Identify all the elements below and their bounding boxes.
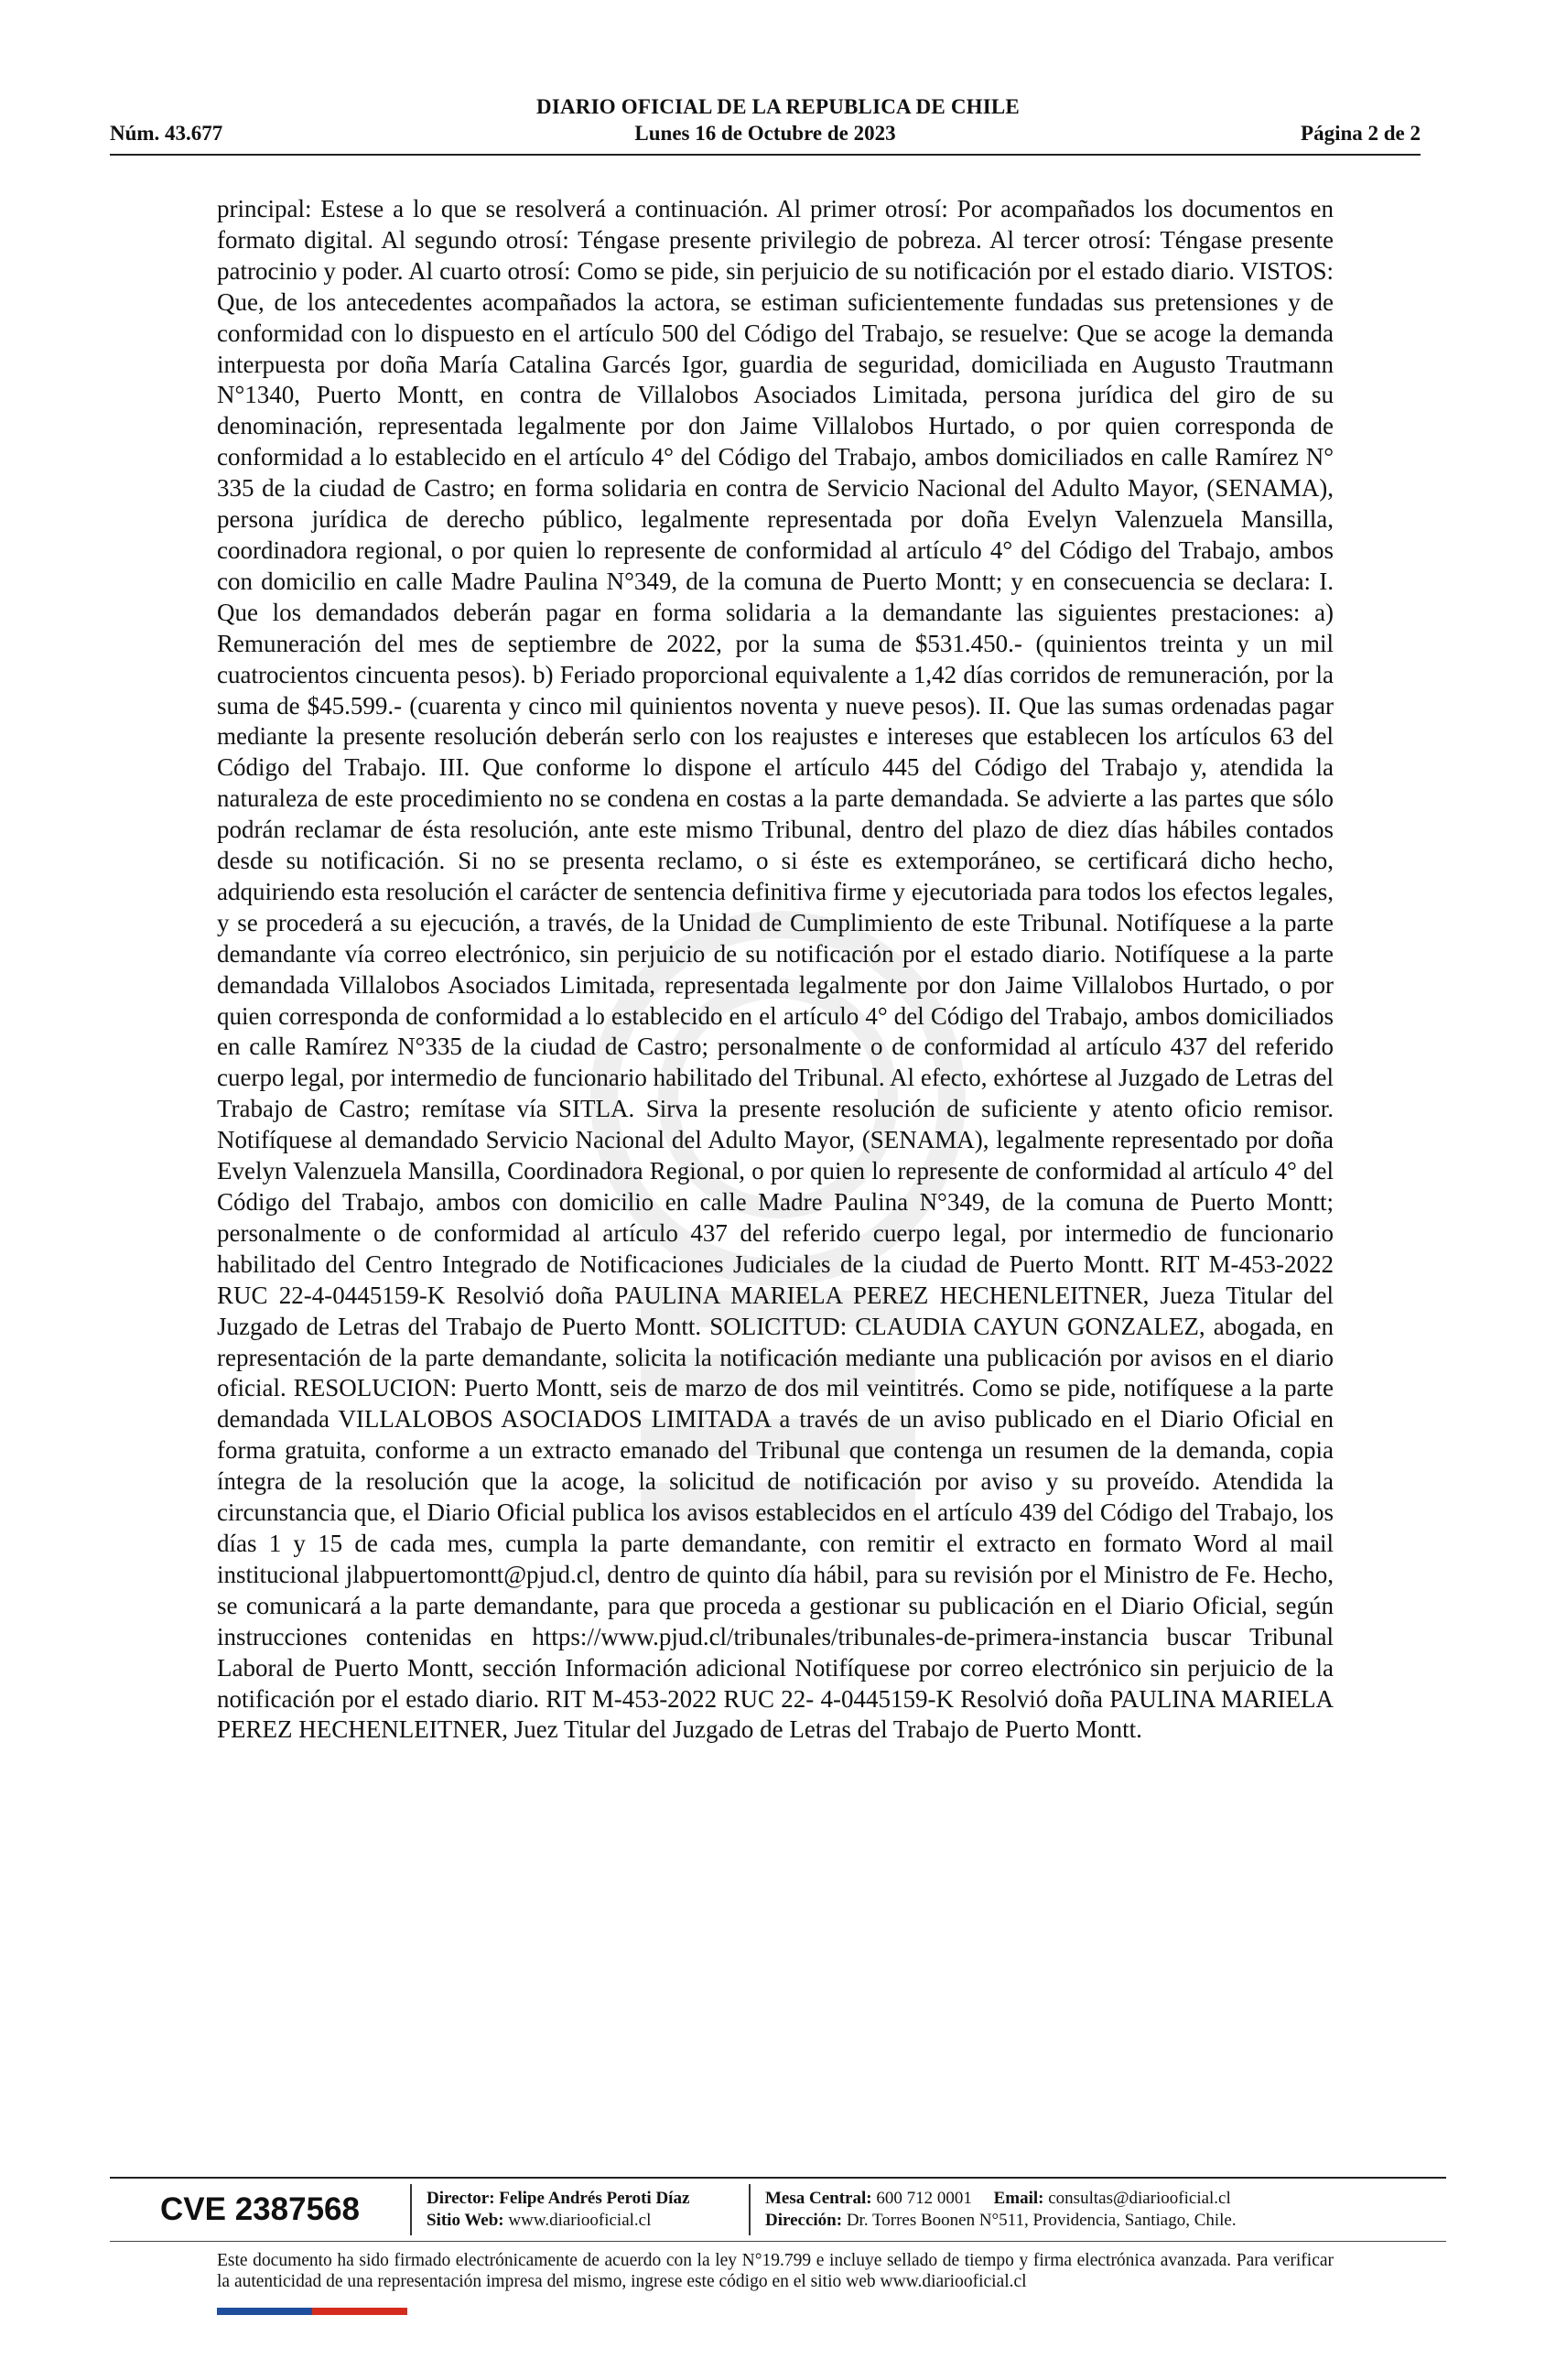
website-label: Sitio Web: [427,2211,504,2230]
flag-blue-segment [217,2308,312,2315]
page-header-row [110,122,1421,146]
footer-info [110,2184,1446,2235]
footer-contact-left [412,2184,751,2235]
page-number: Página 2 de 2 [1301,122,1421,145]
website-link[interactable]: www.diariooficial.cl [508,2211,652,2230]
body-paragraph: principal: Estese a lo que se resolverá a continuación. Al primer otrosí: Por acompañados los documentos en formato digital. Al segundo otrosí: Téngase presente privilegio de pobreza. Al tercer otrosí: Téngase presente patrocinio y poder. Al cuarto otrosí: Como se pide, sin perjuicio de su notificación por el estado diario. VISTOS: Que, de los antecedentes acompañados la actora, se estiman suficientemente fundadas sus pretensiones y de conformidad con lo dispuesto en el artículo 500 del Código del Trabajo, se resuelve: Que se acoge la demanda interpuesta por doña María Catalina Garcés Igor, guardia de seguridad, domiciliada en Augusto Trautmann N°1340, Puerto Montt, en contra de Villalobos Asociados Limitada, persona jurídica del giro de su denominación, representada legalmente por don Jaime Villalobos Hurtado, o por quien corresponda de conformidad a lo establecido en el artículo 4° del Código del Trabajo, ambos domiciliados en calle Ramírez N° 335 de la ciudad de Castro; en forma solidaria en contra de Servicio Nacional del Adulto Mayor, (SENAMA), persona jurídica de derecho público, legalmente representada por doña Evelyn Valenzuela Mansilla, coordinadora regional, o por quien lo represente de conformidad al artículo 4° del Código del Trabajo, ambos con domicilio en calle Madre Paulina N°349, de la comuna de Puerto Montt; y en consecuencia se declara: I. Que los demandados deberán pagar en forma solidaria a la demandante las siguientes prestaciones: a) Remuneración del mes de septiembre de 2022, por la suma de $531.450.- (quinientos treinta y un mil cuatrocientos cincuenta pesos). b) Feriado proporcional equivalente a 1,42 días corridos de remuneración, por la suma de $45.599.- (cuarenta y cinco mil quinientos noventa y nueve pesos). II. Que las sumas ordenadas pagar mediante la presente resolución deberán serlo con los reajustes e intereses que establecen los artículos 63 del Código del Trabajo. III. Que conforme lo dispone el artículo 445 del Código del Trabajo y, atendida la naturaleza de este procedimiento no se condena en costas a la parte demandada. Se advierte a las partes que sólo podrán reclamar de ésta resolución, ante este mismo Tribunal, dentro del plazo de diez días hábiles contados desde su notificación. Si no se presenta reclamo, o si éste es extemporáneo, se certificará dicho hecho, adquiriendo esta resolución el carácter de sentencia definitiva firme y ejecutoriada para todos los efectos legales, y se procederá a su ejecución, a través, de la Unidad de Cumplimiento de este Tribunal. Notifíquese a la parte demandante vía correo electrónico, sin perjuicio de su notificación por el estado diario. Notifíquese a la parte demandada Villalobos Asociados Limitada, representada legalmente por don Jaime Villalobos Hurtado, o por quien corresponda de conformidad a lo establecido en el artículo 4° del Código del Trabajo, ambos domiciliados en calle Ramírez N°335 de la ciudad de Castro; personalmente o de conformidad al artículo 437 del referido cuerpo legal, por intermedio de funcionario habilitado del Tribunal. Al efecto, exhórtese al Juzgado de Letras del Trabajo de Castro; remítase vía SITLA. Sirva la presente resolución de suficiente y atento oficio remisor. Notifíquese al demandado Servicio Nacional del Adulto Mayor, (SENAMA), legalmente representado por doña Evelyn Valenzuela Mansilla, Coordinadora Regional, o por quien lo represente de conformidad al artículo 4° del Código del Trabajo, ambos con domicilio en calle Madre Paulina N°349, de la comuna de Puerto Montt; personalmente o de conformidad al artículo 437 del referido cuerpo legal, por intermedio de funcionario habilitado del Centro Integrado de Notificaciones Judiciales de la ciudad de Puerto Montt. RIT M-453-2022 RUC 22-4-0445159-K Resolvió doña PAULINA MARIELA PEREZ HECHENLEITNER, Jueza Titular del Juzgado de Letras del Trabajo de Puerto Montt. SOLICITUD: CLAUDIA CAYUN GONZALEZ, abogada, en representación de la parte demandante, solicita la notificación mediante una publicación por avisos en el diario oficial. RESOLUCION: Puerto Montt, seis de marzo de dos mil veintitrés. Como se pide, notifíquese a la parte demandada VILLALOBOS ASOCIADOS LIMITADA a través de un aviso publicado en el Diario Oficial en forma gratuita, conforme a un extracto emanado del Tribunal que contenga un resumen de la demanda, copia íntegra de la resolución que la acoge, la solicitud de notificación por aviso y su proveído. Atendida la circunstancia que, el Diario Oficial publica los avisos establecidos en el artículo 439 del Código del Trabajo, los días 1 y 15 de cada mes, cumpla la parte demandante, con remitir el extracto en formato Word al mail institucional jlabpuertomontt@pjud.cl, dentro de quinto día hábil, para su revisión por el Ministro de Fe. Hecho, se comunicará a la parte demandante, para que proceda a gestionar su publicación en el Diario Oficial, según instrucciones contenidas en https://www.pjud.cl/tribunales/tribunales-de-primera-instancia buscar Tribunal Laboral de Puerto Montt, sección Información adicional Notifíquese por correo electrónico sin perjuicio de la notificación por el estado diario. RIT M-453-2022 RUC 22- 4-0445159-K Resolvió doña PAULINA MARIELA PEREZ HECHENLEITNER, Juez Titular del Juzgado de Letras del Trabajo de Puerto Montt. [217,195,1334,1744]
email-link[interactable]: consultas@diariooficial.cl [1048,2189,1231,2208]
issue-number: Núm. 43.677 [110,122,223,145]
address-label: Dirección: [765,2211,843,2230]
publication-date: Lunes 16 de Octubre de 2023 [634,122,896,145]
director-label: Director: [427,2189,495,2208]
flag-red-segment [312,2308,407,2315]
footer-divider [110,2177,1446,2179]
document-body [217,194,1334,1746]
footer-divider-secondary [110,2241,1446,2242]
publication-title: DIARIO OFICIAL DE LA REPUBLICA DE CHILE [536,95,1020,118]
email-label: Email: [993,2189,1044,2208]
signature-note: Este documento ha sido firmado electrónicamente de acuerdo con la ley N°19.799 e incluye sellado de tiempo y firma electrónica avanzada. Para verificar la autenticidad de una representación impresa del mismo, ingrese este código en el sitio web www.diariooficial.cl [217,2251,1334,2291]
phone-number: 600 712 0001 [876,2189,972,2208]
header-divider [110,154,1421,156]
director-name: Felipe Andrés Peroti Díaz [499,2189,690,2208]
address-text: Dr. Torres Boonen N°511, Providencia, Santiago, Chile. [846,2211,1237,2230]
flag-stripe [217,2308,407,2315]
phone-label: Mesa Central: [765,2189,872,2208]
footer-contact-right [751,2184,1237,2235]
cve-code: CVE 2387568 [110,2184,412,2235]
